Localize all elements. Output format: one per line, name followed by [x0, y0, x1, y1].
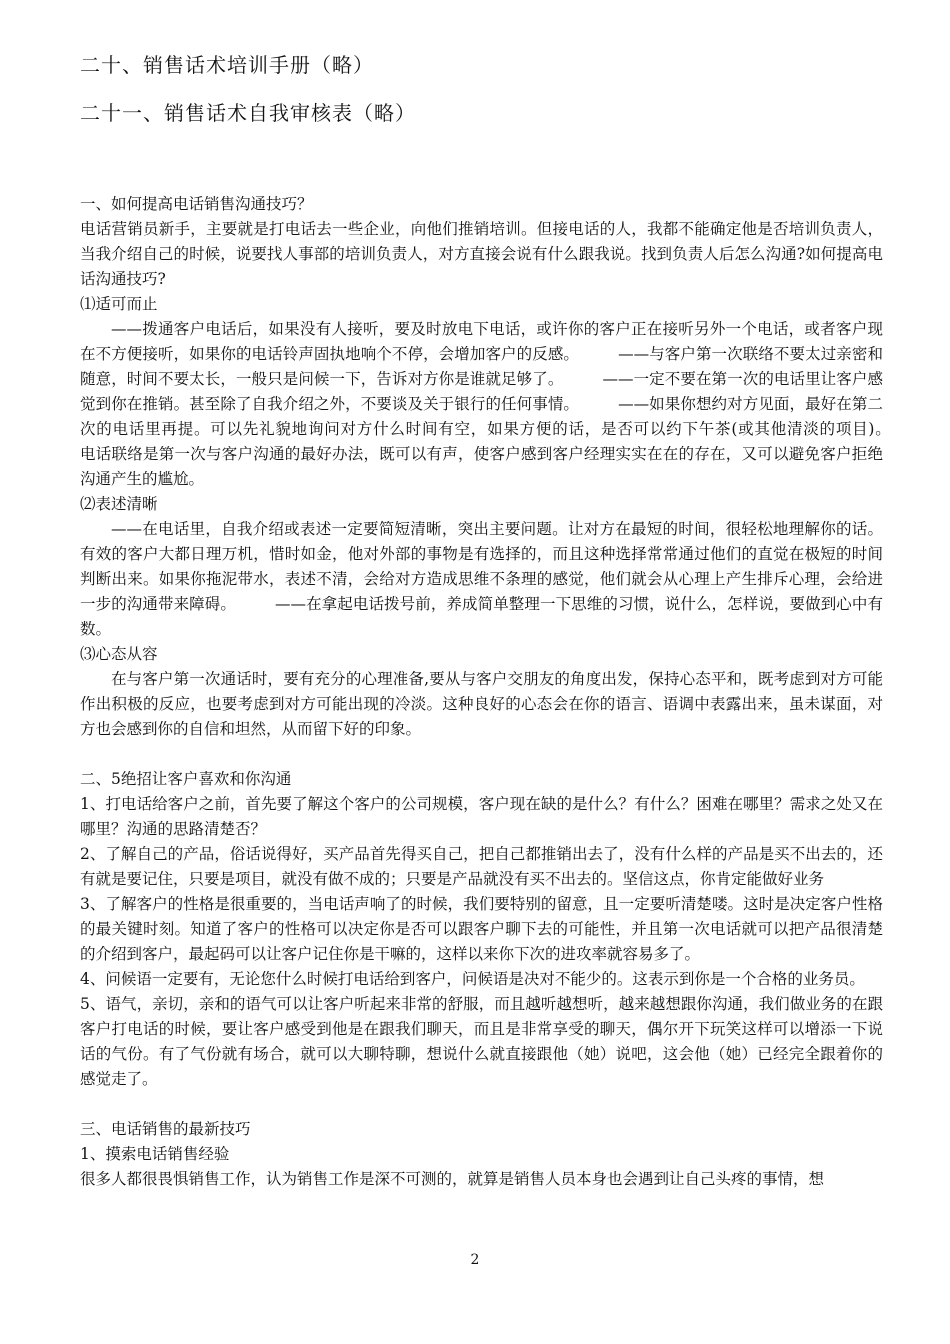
item-3-body: 在与客户第一次通话时，要有充分的心理准备,要从与客户交朋友的角度出发，保持心态平和，既考虑到对方可能作出积极的反应，也要考虑到对方可能出现的冷淡。这种良好的心态会在你的语言、语调中表露出来，虽未谋面，对方也会感到你的自信和坦然，从而留下好的印象。 [80, 670, 883, 738]
list-item: 5、语气，亲切，亲和的语气可以让客户听起来非常的舒服，而且越听越想听，越来越想跟你沟通，我们做业务的在跟客户打电话的时候，要让客户感受到他是在跟我们聊天，而且是非常享受的聊天，偶尔开下玩笑这样可以增添一下说话的气份。有了气份就有场合，就可以大聊特聊，想说什么就直接跟他（她）说吧，这会他（她）已经完全跟着你的感觉走了。 [80, 995, 883, 1088]
spacer [80, 742, 883, 767]
section-3 [80, 1117, 883, 1192]
section-3-body: 很多人都很畏惧销售工作，认为销售工作是深不可测的，就算是销售人员本身也会遇到让自己头疼的事情，想 [80, 1170, 825, 1188]
section-2-title: 二、5绝招让客户喜欢和你沟通 [80, 770, 292, 788]
item-1-title: ⑴适可而止 [80, 295, 158, 313]
list-item: 3、了解客户的性格是很重要的，当电话声响了的时候，我们要特别的留意，且一定要听清楚喽。这时是决定客户性格的最关键时刻。知道了客户的性格可以决定你是否可以跟客户聊下去的可能性，并且第一次电话就可以把产品很清楚的介绍到客户，最起码可以让客户记住你是干嘛的，这样以来你下次的进攻率就容易多了。 [80, 895, 883, 963]
document-page [80, 52, 930, 1192]
section-1-intro: 电话营销员新手，主要就是打电话去一些企业，向他们推销培训。但接电话的人，我都不能确定他是否培训负责人，当我介绍自己的时候，说要找人事部的培训负责人，对方直接会说有什么跟我说。找到负责人后怎么沟通?如何提高电话沟通技巧? [80, 220, 883, 288]
section-3-subtitle: 1、摸索电话销售经验 [80, 1145, 230, 1163]
item-1-body: ——拨通客户电话后，如果没有人接听，要及时放电下电话，或许你的客户正在接听另外一个电话，或者客户现在不方便接听，如果你的电话铃声固执地响个不停，会增加客户的反感。 ——与客户第一次联络不要太过亲密和随意，时间不要太长，一般只是问候一下，告诉对方你是谁就足够了。 ——一定不要在第一次的电话里让客户感觉到你在推销。甚至除了自我介绍之外，不要谈及关于银行的任何事情。 ——如果你想约对方见面，最好在第二次的电话里再提。可以先礼貌地询问对方什么时间有空，如果方便的话，是否可以约下午茶(或其他清淡的项目)。 电话联络是第一次与客户沟通的最好办法，既可以有声，使客户感到客户经理实实在在的存在，又可以避免客户拒绝沟通产生的尴尬。 [80, 320, 930, 488]
heading-21: 二十一、销售话术自我审核表（略） [80, 101, 416, 125]
item-2-body: ——在电话里，自我介绍或表述一定要简短清晰，突出主要问题。让对方在最短的时间，很轻松地理解你的话。有效的客户大都日理万机，惜时如金，他对外部的事物是有选择的，而且这种选择常常通过他们的直觉在极短的时间判断出来。如果你拖泥带水，表述不清，会给对方造成思维不条理的感觉，他们就会从心理上产生排斥心理，会给进一步的沟通带来障碍。 ——在拿起电话拨号前，养成简单整理一下思维的习惯，说什么，怎样说，要做到心中有数。 [80, 520, 883, 638]
section-1 [80, 192, 930, 742]
item-2-title: ⑵表述清晰 [80, 495, 158, 513]
item-3-title: ⑶心态从容 [80, 645, 158, 663]
section-2 [80, 767, 883, 1092]
heading-20: 二十、销售话术培训手册（略） [80, 53, 374, 77]
section-1-title: 一、如何提高电话销售沟通技巧？ [80, 195, 313, 213]
list-item: 4、问候语一定要有，无论您什么时候打电话给到客户，问候语是决对不能少的。这表示到你是一个合格的业务员。 [80, 970, 865, 988]
list-item: 1、打电话给客户之前，首先要了解这个客户的公司规模，客户现在缺的是什么？有什么？困难在哪里？需求之处又在哪里？沟通的思路清楚否？ [80, 795, 883, 838]
section-3-title: 三、电话销售的最新技巧 [80, 1120, 251, 1138]
spacer [80, 1092, 883, 1117]
page-number: 2 [470, 1252, 480, 1268]
list-item: 2、了解自己的产品，俗话说得好，买产品首先得买自己，把自己都推销出去了，没有什么样的产品是买不出去的，还有就是要记住，只要是项目，就没有做不成的；只要是产品就没有买不出去的。坚信这点，你肯定能做好业务 [80, 845, 883, 888]
